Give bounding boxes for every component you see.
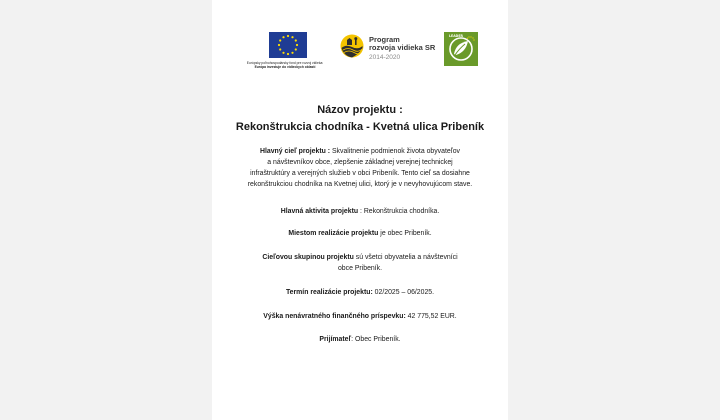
recipient-label: Prijímateľ [319,336,352,343]
eu-logo [240,32,330,70]
prv-logo [340,34,440,64]
prv-emblem-icon [340,34,364,58]
term-value: 02/2025 – 06/2025. [372,289,435,296]
amount-paragraph [212,311,508,322]
project-title-name: Rekonštrukcia chodníka - Kvetná ulica Pribeník [235,121,485,133]
activity-paragraph [212,206,508,217]
goal-paragraph [212,146,508,190]
activity-label: Hlavná aktivita projektu [280,208,359,215]
place-label: Miestom realizácie projektu [288,230,379,237]
prv-title-line1: Program [369,35,400,44]
recipient-value: : Obec Pribeník. [351,336,401,343]
target-paragraph [212,252,508,274]
eu-caption [240,61,330,70]
goal-line4: rekonštrukciou chodníka na Kvetnej ulici, ktorý je v nevyhovujúcom stave. [247,181,473,188]
goal-text1: Skvalitnenie podmienok života obyvateľov [330,148,460,155]
project-title-label: Názov projektu : [317,104,403,116]
eu-caption-line1: Európsky poľnohospodársky fond pre rozvoj vidieka: [246,61,324,65]
amount-label: Výška nenávratného finančného príspevku: [263,313,406,320]
term-label: Termín realizácie projektu: [285,289,373,296]
eu-flag-icon [269,32,307,58]
prv-years: 2014-2020 [369,54,401,61]
recipient-paragraph [212,334,508,345]
leader-logo-icon [444,32,478,66]
place-paragraph [212,228,508,239]
place-value: je obec Pribeník. [378,230,432,237]
target-value1: sú všetci obyvatelia a návštevníci [353,254,458,261]
target-label: Cieľovou skupinou projektu [262,254,354,261]
leader-letters: LEADER [449,34,463,38]
eu-caption-line2: Európa investuje do vidieckych oblastí [254,65,316,70]
prv-title [369,36,435,52]
target-line1 [212,252,508,263]
target-line2: obce Pribeník. [337,265,383,272]
document-page [212,0,508,420]
goal-line3: infraštruktúry a verejných služieb v obci Pribeník. Tento cieľ sa dosiahne [250,170,470,177]
prv-title-line2: rozvoja vidieka SR [369,43,436,52]
term-paragraph [212,287,508,298]
activity-value: : Rekonštrukcia chodníka. [358,208,440,215]
goal-line2: a návštevníkov obce, zlepšenie základnej verejnej technickej [267,159,453,166]
amount-value: 42 775,52 EUR. [405,313,457,320]
goal-line1 [212,146,508,157]
goal-label: Hlavný cieľ projektu : [259,148,331,155]
